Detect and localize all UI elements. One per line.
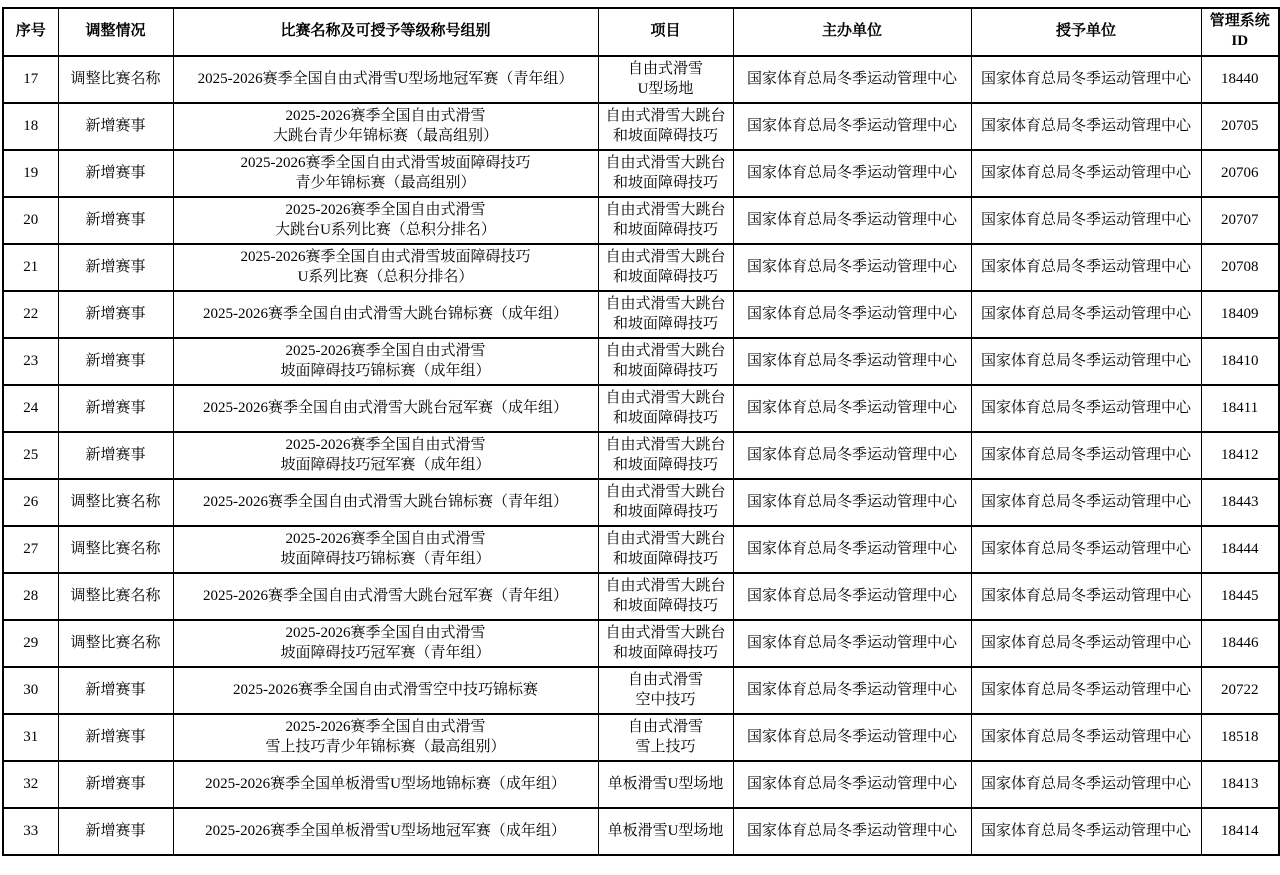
cell-text-line: 20708 — [1221, 258, 1259, 275]
cell-text-line: 国家体育总局冬季运动管理中心 — [980, 305, 1191, 322]
cell-text-line: 18409 — [1221, 305, 1259, 322]
table-row — [3, 761, 1279, 808]
cell-competition — [173, 573, 598, 620]
cell-event — [598, 385, 733, 432]
cell-text-line: 国家体育总局冬季运动管理中心 — [746, 728, 957, 745]
cell-text-line: 2025-2026赛季全国自由式滑雪大跳台冠军赛（青年组） — [203, 587, 568, 604]
cell-competition — [173, 761, 598, 808]
cell-status — [58, 808, 173, 855]
cell-text-line: 自由式滑雪 — [627, 671, 703, 688]
cell-text-line: 国家体育总局冬季运动管理中心 — [980, 399, 1191, 416]
cell-text-line: 新增赛事 — [85, 258, 146, 275]
table-row — [3, 667, 1279, 714]
cell-id — [1201, 103, 1279, 150]
cell-seq — [3, 150, 58, 197]
cell-text-line: 坡面障碍技巧冠军赛（成年组） — [280, 456, 491, 473]
cell-text-line: 自由式滑雪大跳台 — [605, 624, 726, 641]
table-row — [3, 338, 1279, 385]
cell-status — [58, 197, 173, 244]
header-cell-competition — [173, 8, 598, 56]
cell-text-line: 18414 — [1221, 822, 1259, 839]
cell-text-line: 国家体育总局冬季运动管理中心 — [746, 117, 957, 134]
cell-text-line: 和坡面障碍技巧 — [612, 550, 718, 567]
cell-text-line: 单板滑雪U型场地 — [607, 822, 724, 839]
cell-id — [1201, 385, 1279, 432]
cell-event — [598, 56, 733, 103]
cell-organizer — [733, 667, 971, 714]
cell-text-line: 单板滑雪U型场地 — [607, 775, 724, 792]
cell-text-line: 27 — [23, 540, 39, 557]
table-row — [3, 103, 1279, 150]
table-row — [3, 197, 1279, 244]
cell-id — [1201, 244, 1279, 291]
table-row — [3, 385, 1279, 432]
cell-text-line: 国家体育总局冬季运动管理中心 — [980, 587, 1191, 604]
competitions-table — [2, 7, 1280, 856]
cell-status — [58, 620, 173, 667]
cell-text-line: 和坡面障碍技巧 — [612, 174, 718, 191]
cell-text-line: 20706 — [1221, 164, 1259, 181]
cell-grantor — [971, 761, 1201, 808]
cell-seq — [3, 432, 58, 479]
cell-competition — [173, 620, 598, 667]
cell-organizer — [733, 338, 971, 385]
cell-id — [1201, 150, 1279, 197]
cell-text-line: ID — [1231, 33, 1249, 49]
cell-seq — [3, 667, 58, 714]
cell-text-line: 调整比赛名称 — [70, 540, 161, 557]
header-cell-organizer — [733, 8, 971, 56]
cell-text-line: 自由式滑雪大跳台 — [605, 577, 726, 594]
cell-event — [598, 150, 733, 197]
cell-text-line: 新增赛事 — [85, 728, 146, 745]
cell-text-line: 2025-2026赛季全国自由式滑雪 — [285, 342, 486, 359]
cell-text-line: 国家体育总局冬季运动管理中心 — [746, 211, 957, 228]
cell-text-line: 2025-2026赛季全国自由式滑雪空中技巧锦标赛 — [233, 681, 538, 698]
cell-organizer — [733, 103, 971, 150]
cell-text-line: 25 — [23, 446, 39, 463]
cell-text-line: 国家体育总局冬季运动管理中心 — [980, 775, 1191, 792]
cell-text-line: 20705 — [1221, 117, 1259, 134]
cell-text-line: 2025-2026赛季全国自由式滑雪 — [285, 436, 486, 453]
cell-id — [1201, 526, 1279, 573]
cell-id — [1201, 432, 1279, 479]
cell-text-line: 自由式滑雪大跳台 — [605, 436, 726, 453]
cell-text-line: 国家体育总局冬季运动管理中心 — [746, 399, 957, 416]
cell-text-line: 28 — [23, 587, 39, 604]
cell-text-line: U系列比赛（总积分排名） — [297, 268, 474, 285]
cell-text-line: 和坡面障碍技巧 — [612, 315, 718, 332]
cell-organizer — [733, 761, 971, 808]
cell-text-line: 国家体育总局冬季运动管理中心 — [980, 446, 1191, 463]
cell-competition — [173, 385, 598, 432]
cell-text-line: 主办单位 — [821, 23, 882, 40]
cell-id — [1201, 808, 1279, 855]
cell-text-line: 授予单位 — [1055, 23, 1116, 40]
cell-organizer — [733, 385, 971, 432]
cell-competition — [173, 479, 598, 526]
cell-text-line: 和坡面障碍技巧 — [612, 362, 718, 379]
cell-event — [598, 526, 733, 573]
cell-seq — [3, 808, 58, 855]
cell-text-line: 2025-2026赛季全国自由式滑雪 — [285, 718, 486, 735]
table-row — [3, 479, 1279, 526]
cell-text-line: 18411 — [1221, 399, 1259, 416]
cell-text-line: 新增赛事 — [85, 775, 146, 792]
cell-event — [598, 338, 733, 385]
cell-text-line: 调整比赛名称 — [70, 587, 161, 604]
cell-organizer — [733, 244, 971, 291]
cell-text-line: 21 — [23, 258, 39, 275]
cell-text-line: 2025-2026赛季全国单板滑雪U型场地锦标赛（成年组） — [205, 775, 566, 792]
cell-event — [598, 244, 733, 291]
table-row — [3, 56, 1279, 103]
cell-id — [1201, 479, 1279, 526]
cell-event — [598, 620, 733, 667]
cell-text-line: 自由式滑雪 — [627, 60, 703, 77]
cell-text-line: 自由式滑雪大跳台 — [605, 154, 726, 171]
cell-event — [598, 291, 733, 338]
cell-seq — [3, 385, 58, 432]
cell-id — [1201, 573, 1279, 620]
cell-grantor — [971, 56, 1201, 103]
cell-seq — [3, 714, 58, 761]
cell-text-line: 自由式滑雪大跳台 — [605, 342, 726, 359]
cell-text-line: 18518 — [1221, 728, 1259, 745]
cell-grantor — [971, 526, 1201, 573]
cell-text-line: 坡面障碍技巧锦标赛（成年组） — [280, 362, 491, 379]
cell-text-line: 调整比赛名称 — [70, 70, 161, 87]
cell-text-line: 调整比赛名称 — [70, 634, 161, 651]
cell-text-line: 调整情况 — [85, 23, 146, 40]
cell-grantor — [971, 103, 1201, 150]
cell-text-line: 自由式滑雪大跳台 — [605, 530, 726, 547]
cell-text-line: 和坡面障碍技巧 — [612, 268, 718, 285]
cell-text-line: 33 — [23, 822, 39, 839]
cell-status — [58, 479, 173, 526]
cell-status — [58, 573, 173, 620]
cell-text-line: 2025-2026赛季全国自由式滑雪U型场地冠军赛（青年组） — [197, 70, 574, 87]
cell-text-line: 18446 — [1221, 634, 1259, 651]
cell-grantor — [971, 714, 1201, 761]
cell-text-line: 序号 — [15, 23, 46, 40]
table-header — [3, 8, 1279, 56]
table-row — [3, 573, 1279, 620]
cell-seq — [3, 291, 58, 338]
cell-text-line: 大跳台青少年锦标赛（最高组别） — [272, 127, 498, 144]
cell-seq — [3, 103, 58, 150]
cell-text-line: 新增赛事 — [85, 446, 146, 463]
cell-text-line: 29 — [23, 634, 39, 651]
cell-id — [1201, 338, 1279, 385]
cell-seq — [3, 573, 58, 620]
cell-competition — [173, 714, 598, 761]
cell-id — [1201, 197, 1279, 244]
cell-text-line: 国家体育总局冬季运动管理中心 — [746, 822, 957, 839]
table-row — [3, 291, 1279, 338]
cell-text-line: 18444 — [1221, 540, 1259, 557]
header-cell-event — [598, 8, 733, 56]
cell-text-line: 19 — [23, 164, 39, 181]
cell-text-line: 自由式滑雪大跳台 — [605, 295, 726, 312]
cell-text-line: 18443 — [1221, 493, 1259, 510]
cell-text-line: 国家体育总局冬季运动管理中心 — [980, 117, 1191, 134]
cell-competition — [173, 526, 598, 573]
header-cell-grantor — [971, 8, 1201, 56]
cell-text-line: 18412 — [1221, 446, 1259, 463]
cell-status — [58, 103, 173, 150]
cell-text-line: 24 — [23, 399, 39, 416]
cell-text-line: 新增赛事 — [85, 399, 146, 416]
cell-text-line: 和坡面障碍技巧 — [612, 456, 718, 473]
table-row — [3, 526, 1279, 573]
cell-text-line: 国家体育总局冬季运动管理中心 — [980, 70, 1191, 87]
header-cell-status — [58, 8, 173, 56]
cell-status — [58, 385, 173, 432]
cell-text-line: 和坡面障碍技巧 — [612, 597, 718, 614]
cell-text-line: 国家体育总局冬季运动管理中心 — [980, 352, 1191, 369]
cell-text-line: 23 — [23, 352, 39, 369]
cell-text-line: 空中技巧 — [635, 691, 696, 708]
cell-text-line: 国家体育总局冬季运动管理中心 — [980, 728, 1191, 745]
cell-event — [598, 573, 733, 620]
cell-text-line: 30 — [23, 681, 39, 698]
cell-competition — [173, 338, 598, 385]
cell-text-line: 国家体育总局冬季运动管理中心 — [746, 493, 957, 510]
cell-status — [58, 432, 173, 479]
cell-text-line: 新增赛事 — [85, 681, 146, 698]
cell-grantor — [971, 291, 1201, 338]
cell-text-line: 国家体育总局冬季运动管理中心 — [980, 540, 1191, 557]
cell-grantor — [971, 338, 1201, 385]
cell-text-line: 2025-2026赛季全国自由式滑雪大跳台锦标赛（成年组） — [203, 305, 568, 322]
cell-text-line: 自由式滑雪大跳台 — [605, 107, 726, 124]
cell-id — [1201, 291, 1279, 338]
cell-text-line: 17 — [23, 70, 39, 87]
cell-grantor — [971, 620, 1201, 667]
cell-id — [1201, 761, 1279, 808]
cell-event — [598, 761, 733, 808]
cell-text-line: 国家体育总局冬季运动管理中心 — [980, 681, 1191, 698]
cell-grantor — [971, 808, 1201, 855]
cell-competition — [173, 808, 598, 855]
cell-text-line: 2025-2026赛季全国自由式滑雪大跳台冠军赛（成年组） — [203, 399, 568, 416]
cell-text-line: 26 — [23, 493, 39, 510]
cell-status — [58, 667, 173, 714]
cell-grantor — [971, 150, 1201, 197]
cell-text-line: 新增赛事 — [85, 117, 146, 134]
cell-grantor — [971, 385, 1201, 432]
cell-competition — [173, 56, 598, 103]
cell-text-line: 国家体育总局冬季运动管理中心 — [980, 634, 1191, 651]
cell-grantor — [971, 573, 1201, 620]
cell-organizer — [733, 150, 971, 197]
cell-event — [598, 197, 733, 244]
cell-status — [58, 714, 173, 761]
cell-organizer — [733, 620, 971, 667]
cell-organizer — [733, 526, 971, 573]
cell-text-line: 2025-2026赛季全国自由式滑雪坡面障碍技巧 — [240, 248, 531, 265]
cell-status — [58, 150, 173, 197]
cell-text-line: 2025-2026赛季全国自由式滑雪 — [285, 530, 486, 547]
cell-text-line: 和坡面障碍技巧 — [612, 644, 718, 661]
cell-text-line: 国家体育总局冬季运动管理中心 — [980, 822, 1191, 839]
cell-grantor — [971, 667, 1201, 714]
cell-organizer — [733, 291, 971, 338]
cell-status — [58, 56, 173, 103]
cell-text-line: 国家体育总局冬季运动管理中心 — [980, 258, 1191, 275]
cell-organizer — [733, 714, 971, 761]
cell-text-line: 国家体育总局冬季运动管理中心 — [746, 70, 957, 87]
cell-text-line: 新增赛事 — [85, 352, 146, 369]
cell-text-line: 国家体育总局冬季运动管理中心 — [746, 634, 957, 651]
cell-text-line: 20722 — [1221, 681, 1259, 698]
cell-status — [58, 526, 173, 573]
cell-grantor — [971, 432, 1201, 479]
cell-text-line: 国家体育总局冬季运动管理中心 — [746, 587, 957, 604]
cell-text-line: 管理系统 — [1209, 13, 1270, 30]
cell-text-line: 国家体育总局冬季运动管理中心 — [746, 681, 957, 698]
cell-text-line: 自由式滑雪大跳台 — [605, 201, 726, 218]
cell-seq — [3, 479, 58, 526]
cell-text-line: 18445 — [1221, 587, 1259, 604]
cell-text-line: 坡面障碍技巧冠军赛（青年组） — [280, 644, 491, 661]
cell-seq — [3, 338, 58, 385]
header-cell-seq — [3, 8, 58, 56]
table-row — [3, 432, 1279, 479]
table-row — [3, 714, 1279, 761]
cell-text-line: 坡面障碍技巧锦标赛（青年组） — [280, 550, 491, 567]
table-row — [3, 620, 1279, 667]
cell-text-line: 国家体育总局冬季运动管理中心 — [980, 493, 1191, 510]
cell-competition — [173, 197, 598, 244]
cell-seq — [3, 526, 58, 573]
cell-text-line: 新增赛事 — [85, 164, 146, 181]
cell-seq — [3, 56, 58, 103]
table-row — [3, 150, 1279, 197]
cell-text-line: 2025-2026赛季全国单板滑雪U型场地冠军赛（成年组） — [205, 822, 566, 839]
cell-text-line: 比赛名称及可授予等级称号组别 — [280, 23, 491, 40]
cell-text-line: U型场地 — [637, 80, 694, 97]
cell-organizer — [733, 573, 971, 620]
table-body — [3, 56, 1279, 855]
cell-grantor — [971, 197, 1201, 244]
cell-text-line: 20707 — [1221, 211, 1259, 228]
cell-text-line: 18410 — [1221, 352, 1259, 369]
cell-text-line: 国家体育总局冬季运动管理中心 — [746, 258, 957, 275]
cell-text-line: 国家体育总局冬季运动管理中心 — [746, 305, 957, 322]
cell-competition — [173, 432, 598, 479]
cell-text-line: 自由式滑雪大跳台 — [605, 389, 726, 406]
header-cell-id — [1201, 8, 1279, 56]
cell-text-line: 22 — [23, 305, 39, 322]
cell-text-line: 18440 — [1221, 70, 1259, 87]
cell-text-line: 2025-2026赛季全国自由式滑雪 — [285, 624, 486, 641]
cell-text-line: 国家体育总局冬季运动管理中心 — [980, 211, 1191, 228]
cell-text-line: 调整比赛名称 — [70, 493, 161, 510]
cell-seq — [3, 244, 58, 291]
cell-text-line: 和坡面障碍技巧 — [612, 409, 718, 426]
cell-text-line: 青少年锦标赛（最高组别） — [295, 174, 476, 191]
cell-id — [1201, 714, 1279, 761]
cell-text-line: 国家体育总局冬季运动管理中心 — [746, 540, 957, 557]
cell-text-line: 2025-2026赛季全国自由式滑雪 — [285, 201, 486, 218]
cell-competition — [173, 244, 598, 291]
cell-text-line: 2025-2026赛季全国自由式滑雪坡面障碍技巧 — [240, 154, 531, 171]
cell-text-line: 32 — [23, 775, 39, 792]
cell-text-line: 和坡面障碍技巧 — [612, 127, 718, 144]
cell-text-line: 和坡面障碍技巧 — [612, 221, 718, 238]
cell-text-line: 31 — [23, 728, 39, 745]
cell-seq — [3, 761, 58, 808]
cell-id — [1201, 667, 1279, 714]
cell-text-line: 雪上技巧青少年锦标赛（最高组别） — [265, 738, 506, 755]
cell-text-line: 2025-2026赛季全国自由式滑雪大跳台锦标赛（青年组） — [203, 493, 568, 510]
cell-status — [58, 244, 173, 291]
cell-text-line: 新增赛事 — [85, 305, 146, 322]
cell-text-line: 自由式滑雪大跳台 — [605, 248, 726, 265]
cell-organizer — [733, 432, 971, 479]
cell-event — [598, 808, 733, 855]
cell-competition — [173, 150, 598, 197]
cell-event — [598, 103, 733, 150]
cell-organizer — [733, 56, 971, 103]
cell-text-line: 雪上技巧 — [635, 738, 696, 755]
cell-status — [58, 291, 173, 338]
cell-event — [598, 479, 733, 526]
header-row — [3, 8, 1279, 56]
cell-competition — [173, 103, 598, 150]
cell-text-line: 18413 — [1221, 775, 1259, 792]
cell-organizer — [733, 479, 971, 526]
cell-text-line: 国家体育总局冬季运动管理中心 — [746, 164, 957, 181]
cell-text-line: 大跳台U系列比赛（总积分排名） — [275, 221, 496, 238]
cell-text-line: 项目 — [650, 23, 681, 40]
cell-text-line: 国家体育总局冬季运动管理中心 — [746, 775, 957, 792]
cell-text-line: 自由式滑雪大跳台 — [605, 483, 726, 500]
cell-competition — [173, 667, 598, 714]
table-row — [3, 808, 1279, 855]
cell-event — [598, 714, 733, 761]
cell-id — [1201, 620, 1279, 667]
cell-event — [598, 667, 733, 714]
cell-organizer — [733, 197, 971, 244]
table-row — [3, 244, 1279, 291]
cell-seq — [3, 197, 58, 244]
cell-text-line: 国家体育总局冬季运动管理中心 — [746, 446, 957, 463]
cell-status — [58, 761, 173, 808]
cell-text-line: 和坡面障碍技巧 — [612, 503, 718, 520]
cell-grantor — [971, 479, 1201, 526]
cell-text-line: 自由式滑雪 — [627, 718, 703, 735]
cell-seq — [3, 620, 58, 667]
cell-event — [598, 432, 733, 479]
cell-text-line: 18 — [23, 117, 39, 134]
cell-status — [58, 338, 173, 385]
cell-text-line: 国家体育总局冬季运动管理中心 — [980, 164, 1191, 181]
cell-text-line: 20 — [23, 211, 39, 228]
cell-competition — [173, 291, 598, 338]
cell-organizer — [733, 808, 971, 855]
cell-grantor — [971, 244, 1201, 291]
cell-text-line: 2025-2026赛季全国自由式滑雪 — [285, 107, 486, 124]
cell-text-line: 国家体育总局冬季运动管理中心 — [746, 352, 957, 369]
cell-id — [1201, 56, 1279, 103]
cell-text-line: 新增赛事 — [85, 822, 146, 839]
cell-text-line: 新增赛事 — [85, 211, 146, 228]
